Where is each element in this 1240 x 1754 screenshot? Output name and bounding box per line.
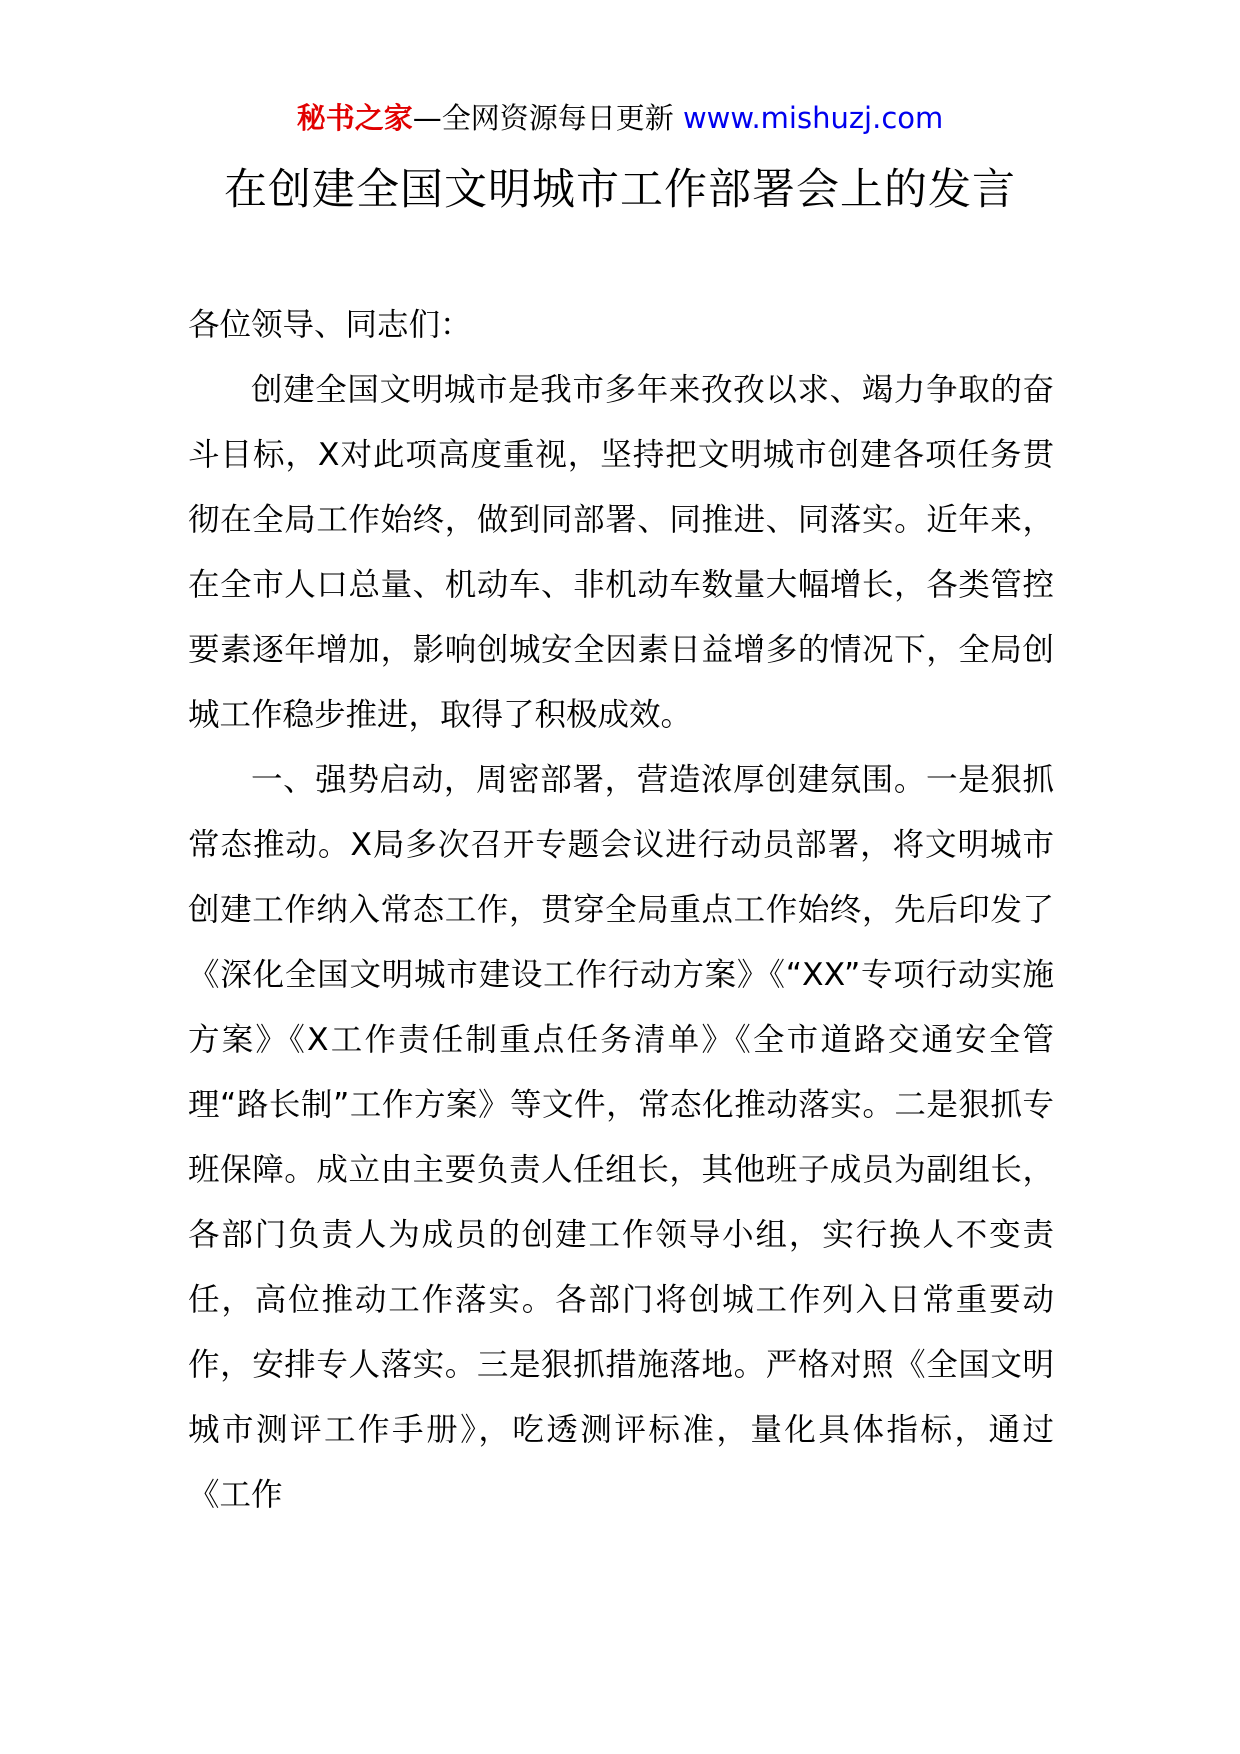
paragraph-section-1 bbox=[188, 748, 1054, 1528]
header-slogan: —全网资源每日更新 bbox=[412, 101, 674, 135]
site-header bbox=[0, 98, 1240, 138]
document-title: 在创建全国文明城市工作部署会上的发言 bbox=[224, 165, 1016, 215]
document-body bbox=[188, 293, 1054, 1528]
section-body: 一是狠抓常态推动。X局多次召开专题会议进行动员部署，将文明城市创建工作纳入常态工作，贯穿全局重点工作始终，先后印发了《深化全国文明城市建设工作行动方案》《“XX”专项行动实施方案》《X工作责任制重点任务清单》《全市道路交通安全管理“路长制”工作方案》等文件，常态化推动落实。二是狠抓专班保障。成立由主要负责人任组长，其他班子成员为副组长，各部门负责人为成员的创建工作领导小组，实行换人不变责任，高位推动工作落实。各部门将创城工作列入日常重要动作，安排专人落实。三是狠抓措施落地。严格对照《全国文明城市测评工作手册》，吃透测评标准，量化具体指标，通过《工作 bbox=[188, 762, 1054, 1513]
brand-name: 秘书之家 bbox=[296, 101, 413, 135]
site-link[interactable]: www.mishuzj.com bbox=[682, 101, 944, 135]
paragraph-intro: 创建全国文明城市是我市多年来孜孜以求、竭力争取的奋斗目标，X对此项高度重视，坚持把文明城市创建各项任务贯彻在全局工作始终，做到同部署、同推进、同落实。近年来，在全市人口总量、机动车、非机动车数量大幅增长，各类管控要素逐年增加，影响创城安全因素日益增多的情况下，全局创城工作稳步推进，取得了积极成效。 bbox=[188, 372, 1054, 733]
salutation: 各位领导、同志们： bbox=[188, 307, 472, 343]
section-heading: 一、强势启动，周密部署，营造浓厚创建氛围。 bbox=[251, 762, 927, 798]
